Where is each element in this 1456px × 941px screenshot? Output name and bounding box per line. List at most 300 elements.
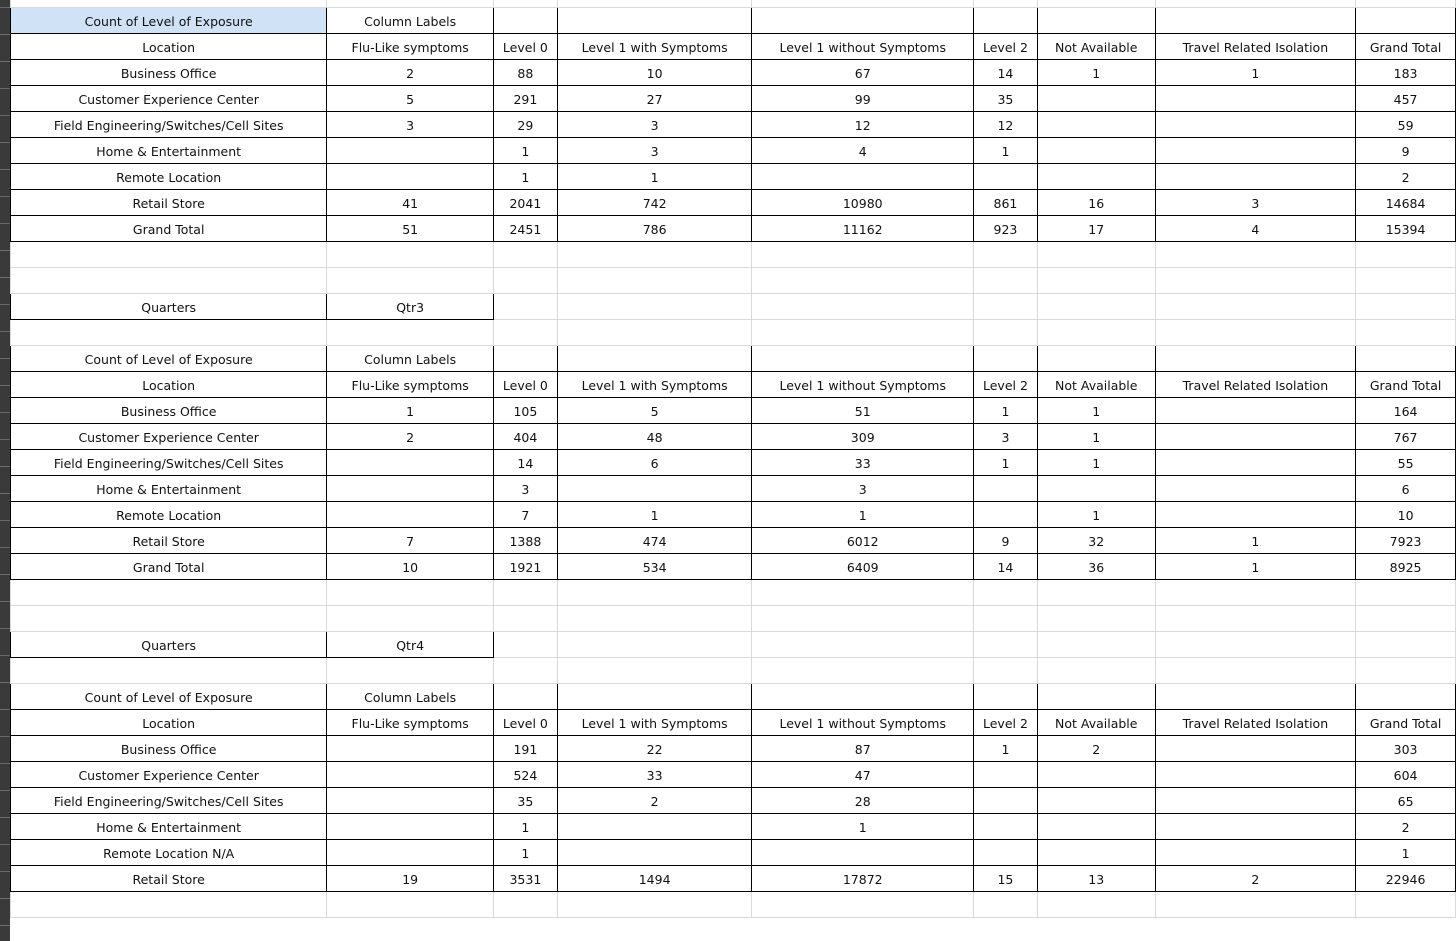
value-l2[interactable]: 12	[974, 112, 1038, 138]
header-l1ws[interactable]: Level 1 with Symptoms	[557, 372, 752, 398]
empty-cell[interactable]	[1037, 0, 1155, 8]
value-l2[interactable]	[974, 762, 1038, 788]
value-l1ws[interactable]: 1	[557, 502, 752, 528]
empty-cell[interactable]	[752, 892, 974, 918]
value-flu[interactable]	[327, 762, 494, 788]
value-flu[interactable]	[327, 476, 494, 502]
header-tri[interactable]: Travel Related Isolation	[1155, 34, 1356, 60]
empty-cell[interactable]	[557, 684, 752, 710]
value-na[interactable]	[1037, 840, 1155, 866]
empty-cell[interactable]	[1037, 268, 1155, 294]
value-l2[interactable]: 1	[974, 138, 1038, 164]
value-total[interactable]: 183	[1356, 60, 1456, 86]
empty-cell[interactable]	[1037, 658, 1155, 684]
value-l2[interactable]: 9	[974, 528, 1038, 554]
value-total[interactable]: 14684	[1356, 190, 1456, 216]
empty-cell[interactable]	[11, 320, 327, 346]
empty-cell[interactable]	[1155, 8, 1356, 34]
header-l2[interactable]: Level 2	[974, 372, 1038, 398]
empty-cell[interactable]	[752, 320, 974, 346]
empty-cell[interactable]	[974, 684, 1038, 710]
empty-cell[interactable]	[1356, 684, 1456, 710]
empty-cell[interactable]	[1356, 268, 1456, 294]
value-tri[interactable]: 1	[1155, 60, 1356, 86]
header-na[interactable]: Not Available	[1037, 34, 1155, 60]
value-na[interactable]: 1	[1037, 502, 1155, 528]
empty-cell[interactable]	[974, 242, 1038, 268]
value-tri[interactable]: 1	[1155, 554, 1356, 580]
header-na[interactable]: Not Available	[1037, 710, 1155, 736]
value-l0[interactable]: 524	[493, 762, 557, 788]
value-tri[interactable]: 4	[1155, 216, 1356, 242]
value-flu[interactable]	[327, 164, 494, 190]
value-flu[interactable]: 19	[327, 866, 494, 892]
empty-cell[interactable]	[974, 632, 1038, 658]
empty-cell[interactable]	[752, 606, 974, 632]
empty-cell[interactable]	[1155, 892, 1356, 918]
empty-cell[interactable]	[1155, 320, 1356, 346]
quarter-filter-label[interactable]: Quarters	[11, 632, 327, 658]
empty-cell[interactable]	[974, 294, 1038, 320]
header-total[interactable]: Grand Total	[1356, 710, 1456, 736]
empty-cell[interactable]	[752, 8, 974, 34]
value-l0[interactable]: 88	[493, 60, 557, 86]
value-l1wos[interactable]: 6012	[752, 528, 974, 554]
value-l1wos[interactable]: 67	[752, 60, 974, 86]
value-l0[interactable]: 3531	[493, 866, 557, 892]
value-l1wos[interactable]: 11162	[752, 216, 974, 242]
value-flu[interactable]: 5	[327, 86, 494, 112]
empty-cell[interactable]	[1037, 684, 1155, 710]
empty-cell[interactable]	[493, 8, 557, 34]
header-location[interactable]: Location	[11, 710, 327, 736]
value-l0[interactable]: 1921	[493, 554, 557, 580]
value-total[interactable]: 6	[1356, 476, 1456, 502]
value-na[interactable]: 17	[1037, 216, 1155, 242]
value-tri[interactable]	[1155, 450, 1356, 476]
empty-cell[interactable]	[1155, 268, 1356, 294]
empty-cell[interactable]	[1155, 242, 1356, 268]
value-l0[interactable]: 29	[493, 112, 557, 138]
value-tri[interactable]	[1155, 840, 1356, 866]
empty-cell[interactable]	[752, 268, 974, 294]
header-tri[interactable]: Travel Related Isolation	[1155, 710, 1356, 736]
value-l1wos[interactable]: 6409	[752, 554, 974, 580]
empty-cell[interactable]	[11, 658, 327, 684]
value-total[interactable]: 767	[1356, 424, 1456, 450]
empty-cell[interactable]	[752, 0, 974, 8]
empty-cell[interactable]	[1356, 606, 1456, 632]
empty-cell[interactable]	[1155, 346, 1356, 372]
header-l0[interactable]: Level 0	[493, 710, 557, 736]
header-location[interactable]: Location	[11, 372, 327, 398]
value-l1ws[interactable]	[557, 814, 752, 840]
value-flu[interactable]: 41	[327, 190, 494, 216]
value-l1ws[interactable]: 3	[557, 138, 752, 164]
value-total[interactable]: 2	[1356, 164, 1456, 190]
value-total[interactable]: 10	[1356, 502, 1456, 528]
header-l2[interactable]: Level 2	[974, 710, 1038, 736]
value-l1ws[interactable]: 2	[557, 788, 752, 814]
row-label[interactable]: Field Engineering/Switches/Cell Sites	[11, 112, 327, 138]
empty-cell[interactable]	[11, 892, 327, 918]
empty-cell[interactable]	[1356, 632, 1456, 658]
value-l1wos[interactable]: 47	[752, 762, 974, 788]
value-tri[interactable]	[1155, 762, 1356, 788]
empty-cell[interactable]	[327, 606, 494, 632]
empty-cell[interactable]	[1155, 0, 1356, 8]
empty-cell[interactable]	[1356, 8, 1456, 34]
value-l1ws[interactable]: 5	[557, 398, 752, 424]
value-na[interactable]	[1037, 112, 1155, 138]
empty-cell[interactable]	[1037, 346, 1155, 372]
value-l2[interactable]: 861	[974, 190, 1038, 216]
empty-cell[interactable]	[1356, 346, 1456, 372]
value-l1wos[interactable]	[752, 840, 974, 866]
value-l0[interactable]: 1	[493, 138, 557, 164]
row-label[interactable]: Customer Experience Center	[11, 762, 327, 788]
value-l1wos[interactable]: 3	[752, 476, 974, 502]
value-tri[interactable]	[1155, 814, 1356, 840]
header-flu[interactable]: Flu-Like symptoms	[327, 372, 494, 398]
value-tri[interactable]	[1155, 476, 1356, 502]
value-l0[interactable]: 291	[493, 86, 557, 112]
column-labels-header[interactable]: Column Labels	[327, 8, 494, 34]
value-tri[interactable]: 3	[1155, 190, 1356, 216]
empty-cell[interactable]	[1356, 892, 1456, 918]
empty-cell[interactable]	[1037, 606, 1155, 632]
row-label[interactable]: Home & Entertainment	[11, 138, 327, 164]
empty-cell[interactable]	[493, 580, 557, 606]
value-flu[interactable]: 3	[327, 112, 494, 138]
value-total[interactable]: 65	[1356, 788, 1456, 814]
empty-cell[interactable]	[1037, 8, 1155, 34]
empty-cell[interactable]	[974, 346, 1038, 372]
empty-cell[interactable]	[974, 268, 1038, 294]
value-l1ws[interactable]: 786	[557, 216, 752, 242]
empty-cell[interactable]	[557, 606, 752, 632]
value-l0[interactable]: 1	[493, 814, 557, 840]
empty-cell[interactable]	[752, 580, 974, 606]
empty-cell[interactable]	[1037, 580, 1155, 606]
header-l0[interactable]: Level 0	[493, 34, 557, 60]
value-l1wos[interactable]: 99	[752, 86, 974, 112]
value-l2[interactable]: 35	[974, 86, 1038, 112]
empty-cell[interactable]	[1037, 294, 1155, 320]
empty-cell[interactable]	[752, 242, 974, 268]
empty-cell[interactable]	[1037, 320, 1155, 346]
row-label[interactable]: Remote Location N/A	[11, 840, 327, 866]
value-tri[interactable]: 1	[1155, 528, 1356, 554]
value-l1ws[interactable]: 1	[557, 164, 752, 190]
empty-cell[interactable]	[493, 892, 557, 918]
empty-cell[interactable]	[557, 658, 752, 684]
header-flu[interactable]: Flu-Like symptoms	[327, 710, 494, 736]
empty-cell[interactable]	[493, 294, 557, 320]
value-na[interactable]: 16	[1037, 190, 1155, 216]
empty-cell[interactable]	[493, 242, 557, 268]
row-label[interactable]: Customer Experience Center	[11, 86, 327, 112]
header-location[interactable]: Location	[11, 34, 327, 60]
value-l1ws[interactable]: 10	[557, 60, 752, 86]
empty-cell[interactable]	[557, 294, 752, 320]
empty-cell[interactable]	[493, 0, 557, 8]
empty-cell[interactable]	[557, 346, 752, 372]
value-flu[interactable]	[327, 814, 494, 840]
value-flu[interactable]	[327, 788, 494, 814]
empty-cell[interactable]	[1155, 606, 1356, 632]
value-l0[interactable]: 1	[493, 840, 557, 866]
empty-cell[interactable]	[1037, 242, 1155, 268]
empty-cell[interactable]	[557, 632, 752, 658]
empty-cell[interactable]	[974, 320, 1038, 346]
row-label[interactable]: Grand Total	[11, 554, 327, 580]
value-flu[interactable]	[327, 840, 494, 866]
value-na[interactable]	[1037, 86, 1155, 112]
value-total[interactable]: 164	[1356, 398, 1456, 424]
value-flu[interactable]: 2	[327, 60, 494, 86]
empty-cell[interactable]	[752, 294, 974, 320]
value-flu[interactable]: 2	[327, 424, 494, 450]
empty-cell[interactable]	[1356, 242, 1456, 268]
empty-cell[interactable]	[1356, 580, 1456, 606]
empty-cell[interactable]	[557, 320, 752, 346]
value-l2[interactable]: 15	[974, 866, 1038, 892]
empty-cell[interactable]	[1037, 632, 1155, 658]
empty-cell[interactable]	[327, 658, 494, 684]
empty-cell[interactable]	[1155, 658, 1356, 684]
empty-cell[interactable]	[752, 658, 974, 684]
empty-cell[interactable]	[1155, 294, 1356, 320]
value-flu[interactable]: 7	[327, 528, 494, 554]
value-total[interactable]: 15394	[1356, 216, 1456, 242]
value-l2[interactable]: 1	[974, 736, 1038, 762]
value-l2[interactable]	[974, 164, 1038, 190]
empty-cell[interactable]	[327, 242, 494, 268]
value-total[interactable]: 457	[1356, 86, 1456, 112]
value-tri[interactable]	[1155, 424, 1356, 450]
value-na[interactable]: 1	[1037, 60, 1155, 86]
value-l1wos[interactable]: 1	[752, 814, 974, 840]
empty-cell[interactable]	[557, 268, 752, 294]
header-l1wos[interactable]: Level 1 without Symptoms	[752, 34, 974, 60]
row-label[interactable]: Customer Experience Center	[11, 424, 327, 450]
empty-cell[interactable]	[11, 0, 327, 8]
empty-cell[interactable]	[1155, 632, 1356, 658]
header-tri[interactable]: Travel Related Isolation	[1155, 372, 1356, 398]
row-label[interactable]: Field Engineering/Switches/Cell Sites	[11, 788, 327, 814]
value-na[interactable]	[1037, 164, 1155, 190]
value-na[interactable]: 1	[1037, 424, 1155, 450]
value-total[interactable]: 59	[1356, 112, 1456, 138]
quarter-filter-label[interactable]: Quarters	[11, 294, 327, 320]
pivot-corner-label[interactable]: Count of Level of Exposure	[11, 346, 327, 372]
value-l2[interactable]: 923	[974, 216, 1038, 242]
empty-cell[interactable]	[557, 892, 752, 918]
empty-cell[interactable]	[11, 268, 327, 294]
value-total[interactable]: 1	[1356, 840, 1456, 866]
empty-cell[interactable]	[1356, 0, 1456, 8]
value-l2[interactable]	[974, 502, 1038, 528]
row-label[interactable]: Remote Location	[11, 164, 327, 190]
header-l0[interactable]: Level 0	[493, 372, 557, 398]
header-l2[interactable]: Level 2	[974, 34, 1038, 60]
value-l0[interactable]: 14	[493, 450, 557, 476]
column-labels-header[interactable]: Column Labels	[327, 346, 494, 372]
header-total[interactable]: Grand Total	[1356, 372, 1456, 398]
value-tri[interactable]: 2	[1155, 866, 1356, 892]
empty-cell[interactable]	[557, 242, 752, 268]
row-label[interactable]: Business Office	[11, 398, 327, 424]
value-total[interactable]: 22946	[1356, 866, 1456, 892]
value-l1wos[interactable]: 33	[752, 450, 974, 476]
value-l2[interactable]: 3	[974, 424, 1038, 450]
value-flu[interactable]: 10	[327, 554, 494, 580]
empty-cell[interactable]	[974, 0, 1038, 8]
value-l0[interactable]: 7	[493, 502, 557, 528]
empty-cell[interactable]	[1356, 320, 1456, 346]
header-l1ws[interactable]: Level 1 with Symptoms	[557, 710, 752, 736]
value-l0[interactable]: 404	[493, 424, 557, 450]
value-flu[interactable]: 51	[327, 216, 494, 242]
value-na[interactable]	[1037, 138, 1155, 164]
empty-cell[interactable]	[327, 268, 494, 294]
row-label[interactable]: Retail Store	[11, 866, 327, 892]
value-l0[interactable]: 1	[493, 164, 557, 190]
empty-cell[interactable]	[1037, 892, 1155, 918]
value-tri[interactable]	[1155, 502, 1356, 528]
row-label[interactable]: Retail Store	[11, 528, 327, 554]
value-total[interactable]: 303	[1356, 736, 1456, 762]
empty-cell[interactable]	[974, 606, 1038, 632]
value-l1ws[interactable]	[557, 840, 752, 866]
value-l2[interactable]	[974, 814, 1038, 840]
value-l0[interactable]: 1388	[493, 528, 557, 554]
value-na[interactable]: 2	[1037, 736, 1155, 762]
value-l1ws[interactable]: 33	[557, 762, 752, 788]
row-label[interactable]: Business Office	[11, 60, 327, 86]
value-total[interactable]: 55	[1356, 450, 1456, 476]
value-l1wos[interactable]: 1	[752, 502, 974, 528]
value-l1wos[interactable]: 17872	[752, 866, 974, 892]
value-tri[interactable]	[1155, 736, 1356, 762]
value-l1ws[interactable]: 1494	[557, 866, 752, 892]
empty-cell[interactable]	[493, 268, 557, 294]
value-tri[interactable]	[1155, 86, 1356, 112]
value-l0[interactable]: 2451	[493, 216, 557, 242]
value-flu[interactable]	[327, 138, 494, 164]
value-na[interactable]: 13	[1037, 866, 1155, 892]
empty-cell[interactable]	[493, 684, 557, 710]
value-flu[interactable]	[327, 502, 494, 528]
empty-cell[interactable]	[1155, 580, 1356, 606]
row-label[interactable]: Retail Store	[11, 190, 327, 216]
empty-cell[interactable]	[1356, 294, 1456, 320]
value-l1ws[interactable]: 742	[557, 190, 752, 216]
quarter-filter-value[interactable]: Qtr4	[327, 632, 494, 658]
empty-cell[interactable]	[11, 606, 327, 632]
value-total[interactable]: 604	[1356, 762, 1456, 788]
value-l0[interactable]: 2041	[493, 190, 557, 216]
value-l0[interactable]: 35	[493, 788, 557, 814]
value-l1ws[interactable]	[557, 476, 752, 502]
value-flu[interactable]: 1	[327, 398, 494, 424]
value-l1wos[interactable]: 4	[752, 138, 974, 164]
value-l0[interactable]: 191	[493, 736, 557, 762]
value-l0[interactable]: 105	[493, 398, 557, 424]
empty-cell[interactable]	[974, 580, 1038, 606]
empty-cell[interactable]	[557, 8, 752, 34]
value-l1ws[interactable]: 22	[557, 736, 752, 762]
value-l1ws[interactable]: 534	[557, 554, 752, 580]
value-total[interactable]: 7923	[1356, 528, 1456, 554]
empty-cell[interactable]	[557, 580, 752, 606]
empty-cell[interactable]	[974, 658, 1038, 684]
value-na[interactable]	[1037, 476, 1155, 502]
empty-cell[interactable]	[327, 580, 494, 606]
empty-cell[interactable]	[493, 658, 557, 684]
value-na[interactable]: 32	[1037, 528, 1155, 554]
value-l2[interactable]: 14	[974, 554, 1038, 580]
empty-cell[interactable]	[557, 0, 752, 8]
value-l1ws[interactable]: 474	[557, 528, 752, 554]
value-l0[interactable]: 3	[493, 476, 557, 502]
header-flu[interactable]: Flu-Like symptoms	[327, 34, 494, 60]
header-l1wos[interactable]: Level 1 without Symptoms	[752, 710, 974, 736]
value-l1wos[interactable]	[752, 164, 974, 190]
value-na[interactable]: 36	[1037, 554, 1155, 580]
empty-cell[interactable]	[493, 632, 557, 658]
value-l1wos[interactable]: 87	[752, 736, 974, 762]
empty-cell[interactable]	[327, 892, 494, 918]
value-l1wos[interactable]: 28	[752, 788, 974, 814]
pivot-corner-label[interactable]: Count of Level of Exposure	[11, 8, 327, 34]
value-tri[interactable]	[1155, 138, 1356, 164]
value-l1wos[interactable]: 309	[752, 424, 974, 450]
value-l2[interactable]: 1	[974, 398, 1038, 424]
row-label[interactable]: Remote Location	[11, 502, 327, 528]
value-l2[interactable]: 14	[974, 60, 1038, 86]
header-l1ws[interactable]: Level 1 with Symptoms	[557, 34, 752, 60]
empty-cell[interactable]	[974, 8, 1038, 34]
empty-cell[interactable]	[1356, 658, 1456, 684]
value-total[interactable]: 8925	[1356, 554, 1456, 580]
empty-cell[interactable]	[327, 0, 494, 8]
empty-cell[interactable]	[752, 632, 974, 658]
header-na[interactable]: Not Available	[1037, 372, 1155, 398]
value-total[interactable]: 9	[1356, 138, 1456, 164]
value-l1ws[interactable]: 48	[557, 424, 752, 450]
value-l1ws[interactable]: 3	[557, 112, 752, 138]
value-l2[interactable]: 1	[974, 450, 1038, 476]
row-label[interactable]: Home & Entertainment	[11, 476, 327, 502]
value-l1wos[interactable]: 10980	[752, 190, 974, 216]
quarter-filter-value[interactable]: Qtr3	[327, 294, 494, 320]
value-l1wos[interactable]: 51	[752, 398, 974, 424]
row-label[interactable]: Grand Total	[11, 216, 327, 242]
value-flu[interactable]	[327, 450, 494, 476]
value-tri[interactable]	[1155, 112, 1356, 138]
empty-cell[interactable]	[11, 580, 327, 606]
value-tri[interactable]	[1155, 398, 1356, 424]
value-na[interactable]	[1037, 814, 1155, 840]
value-na[interactable]	[1037, 762, 1155, 788]
empty-cell[interactable]	[11, 242, 327, 268]
header-total[interactable]: Grand Total	[1356, 34, 1456, 60]
value-tri[interactable]	[1155, 788, 1356, 814]
value-tri[interactable]	[1155, 164, 1356, 190]
empty-cell[interactable]	[493, 320, 557, 346]
